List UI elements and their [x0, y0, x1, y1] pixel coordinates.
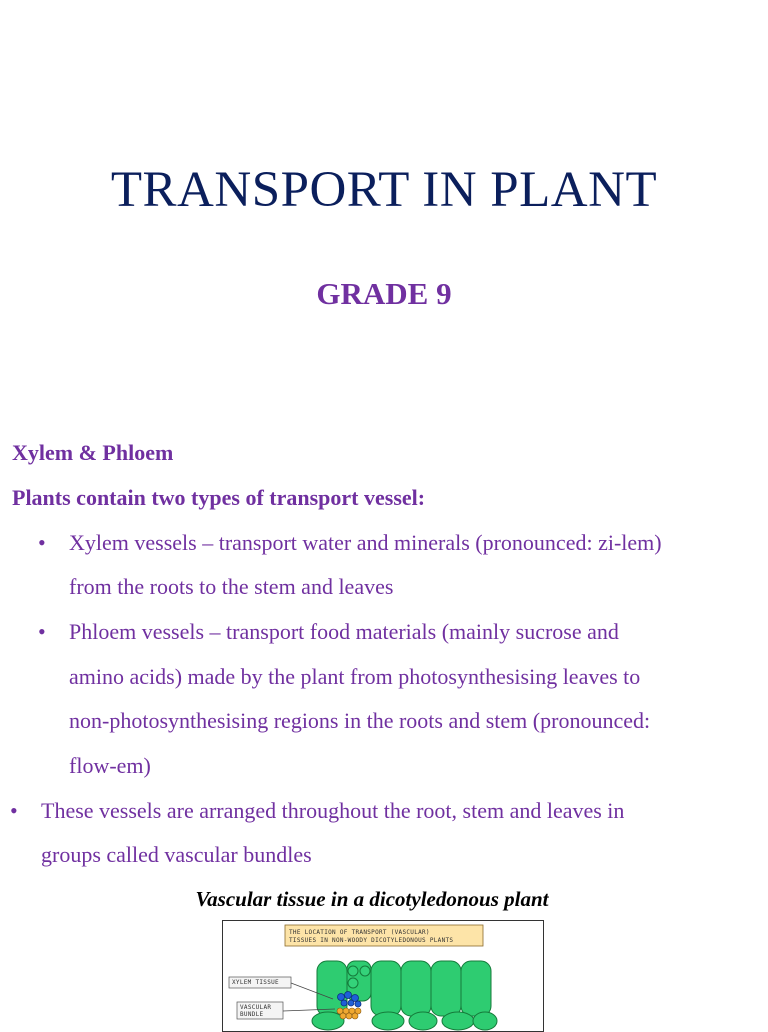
- bullet-marker: •: [38, 530, 46, 555]
- grade-subtitle: GRADE 9: [316, 276, 452, 311]
- xylem-tissue-label: XYLEM TISSUE: [232, 979, 279, 986]
- intro-text: Plants contain two types of transport vessel:: [12, 485, 426, 510]
- banner-line2: TISSUES IN NON-WOODY DICOTYLEDONOUS PLANTS: [289, 937, 454, 944]
- bullet2-line4: flow-em): [69, 753, 151, 778]
- bullet1-line2: from the roots to the stem and leaves: [69, 574, 394, 599]
- vascular-tissue-diagram: [222, 920, 544, 1032]
- slide-title: TRANSPORT IN PLANT: [110, 162, 658, 218]
- bullet1-line1: Xylem vessels – transport water and minerals (pronounced: zi-lem): [69, 530, 662, 555]
- bullet-marker: •: [38, 619, 46, 644]
- vascular-label-line1: VASCULAR: [240, 1004, 272, 1011]
- bullet-marker: •: [10, 798, 18, 823]
- bullet3-line2: groups called vascular bundles: [41, 842, 312, 867]
- bullet2-line2: amino acids) made by the plant from photosynthesising leaves to: [69, 664, 641, 689]
- bullet2-line3: non-photosynthesising regions in the roots and stem (pronounced:: [69, 708, 651, 733]
- phloem-cluster: [337, 1008, 361, 1019]
- section-heading: Xylem & Phloem: [12, 440, 174, 465]
- banner-line1: THE LOCATION OF TRANSPORT (VASCULAR): [289, 929, 430, 936]
- bullet3-line1: These vessels are arranged throughout the root, stem and leaves in: [41, 798, 625, 823]
- bullet2-line1: Phloem vessels – transport food materials (mainly sucrose and: [69, 619, 619, 644]
- figure-caption: Vascular tissue in a dicotyledonous plant: [195, 887, 549, 911]
- vascular-label-line2: BUNDLE: [240, 1011, 264, 1018]
